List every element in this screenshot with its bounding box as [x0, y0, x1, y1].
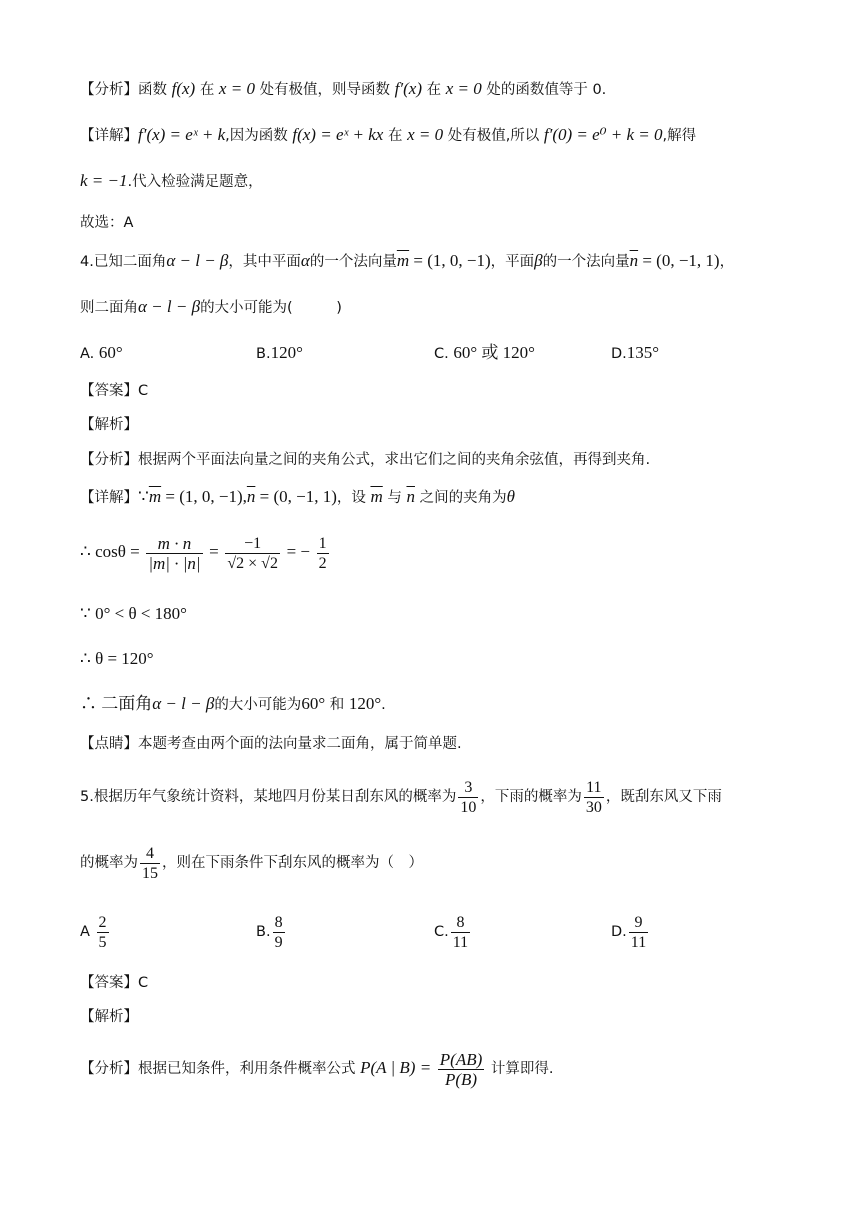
- detail-tag: 【详解】: [80, 128, 138, 144]
- q4-jiexi: 【解析】: [80, 417, 138, 433]
- q5-answer: 【答案】C: [80, 975, 149, 991]
- q4-range: ∵ 0° < θ < 180°: [80, 604, 187, 623]
- q5-fraction-east-wind: $\frac{3}{10}$: [460, 778, 477, 816]
- q3-detail-line-2: k = −1.代入检验满足题意，: [80, 171, 263, 190]
- q5-option-d: D. $\frac{9}{11}$: [611, 913, 647, 951]
- q4-comment: 【点睛】本题考查由两个面的法向量求二面角，属于简单题.: [80, 736, 462, 752]
- q5-option-b: B. $\frac{8}{9}$: [256, 913, 283, 951]
- q4-option-a: A. 60°: [80, 343, 123, 362]
- q4-option-c: C. 60° 或 120°: [434, 343, 535, 362]
- q5-analysis: 【分析】根据已知条件，利用条件概率公式 P(A | B) = $\frac{P(AB)}{P(B)}$ 计算即得.: [80, 1049, 554, 1089]
- q5-option-c: C. $\frac{8}{11}$: [434, 913, 469, 951]
- q5-fraction-both: $\frac{4}{15}$: [142, 844, 158, 882]
- cos-fraction-1: $\frac{m \cdot n}{|m| \cdot |n|}$: [148, 533, 201, 573]
- q4-analysis: 【分析】根据两个平面法向量之间的夹角公式，求出它们之间的夹角余弦值，再得到夹角.: [80, 452, 651, 468]
- cos-fraction-2: $\frac{-1}{√2 \times √2}$: [227, 534, 278, 572]
- q5-stem-line-1: 5.根据历年气象统计资料，某地四月份某日刮东风的概率为 $\frac{3}{10}$ ，下雨的概率为 $\frac{11}{30}$ ，既刮东风又下雨: [80, 778, 722, 816]
- cos-fraction-3: $\frac{1}{2}$: [318, 534, 327, 572]
- q5-jiexi: 【解析】: [80, 1009, 138, 1025]
- q3-analysis-line: 【分析】函数 f(x) 在 x = 0 处有极值，则导函数 f′(x) 在 x = 0 处的函数值等于 0.: [80, 79, 607, 98]
- q4-stem-line-1: 4.已知二面角α − l − β，其中平面α的一个法向量$\overline{m} = (1$, 0, −1)，平面β的一个法向量$\overline{n} = (0$, −1, 1)，: [80, 251, 735, 270]
- analysis-tag: 【分析】: [80, 82, 138, 98]
- q5-stem-line-2: 的概率为 $\frac{4}{15}$ ，则在下雨条件下刮东风的概率为（ ）: [80, 844, 423, 882]
- q3-choice: 故选：A: [80, 215, 134, 231]
- q4-stem-line-2: 则二面角α − l − β的大小可能为( ): [80, 297, 342, 316]
- conditional-probability-fraction: $\frac{P(AB)}{P(B)}$: [439, 1049, 483, 1089]
- q4-detail: 【详解】$\because\overline{m} = (1$, 0, $-1),\overline{n} = (0$, −1, 1)，设 $\overline{m}$ 与 $\overline{n}$ 之间的夹角为θ: [80, 487, 515, 506]
- q4-cos-formula: ∴ cosθ = $\frac{m \cdot n}{|m| \cdot |n|}$ = $\frac{-1}{√2 \times √2}$ = − $\frac{1}{2}$: [80, 533, 327, 573]
- q5-fraction-rain: $\frac{11}{30}$: [585, 778, 602, 816]
- q4-option-b: B.120°: [256, 343, 303, 362]
- q3-detail-line: 【详解】f′(x) = eˣ + k,因为函数 f(x) = eˣ + kx 在 x = 0 处有极值,所以 f′(0) = e⁰ + k = 0,解得: [80, 125, 697, 144]
- q5-option-a: A $\frac{2}{5}$: [80, 913, 107, 951]
- q4-result: ∴ θ = 120°: [80, 649, 154, 668]
- q4-answer: 【答案】C: [80, 383, 149, 399]
- q4-conclusion: ∴ 二面角α − l − β的大小可能为60° 和 120°.: [80, 694, 386, 713]
- q4-option-d: D.135°: [611, 343, 660, 362]
